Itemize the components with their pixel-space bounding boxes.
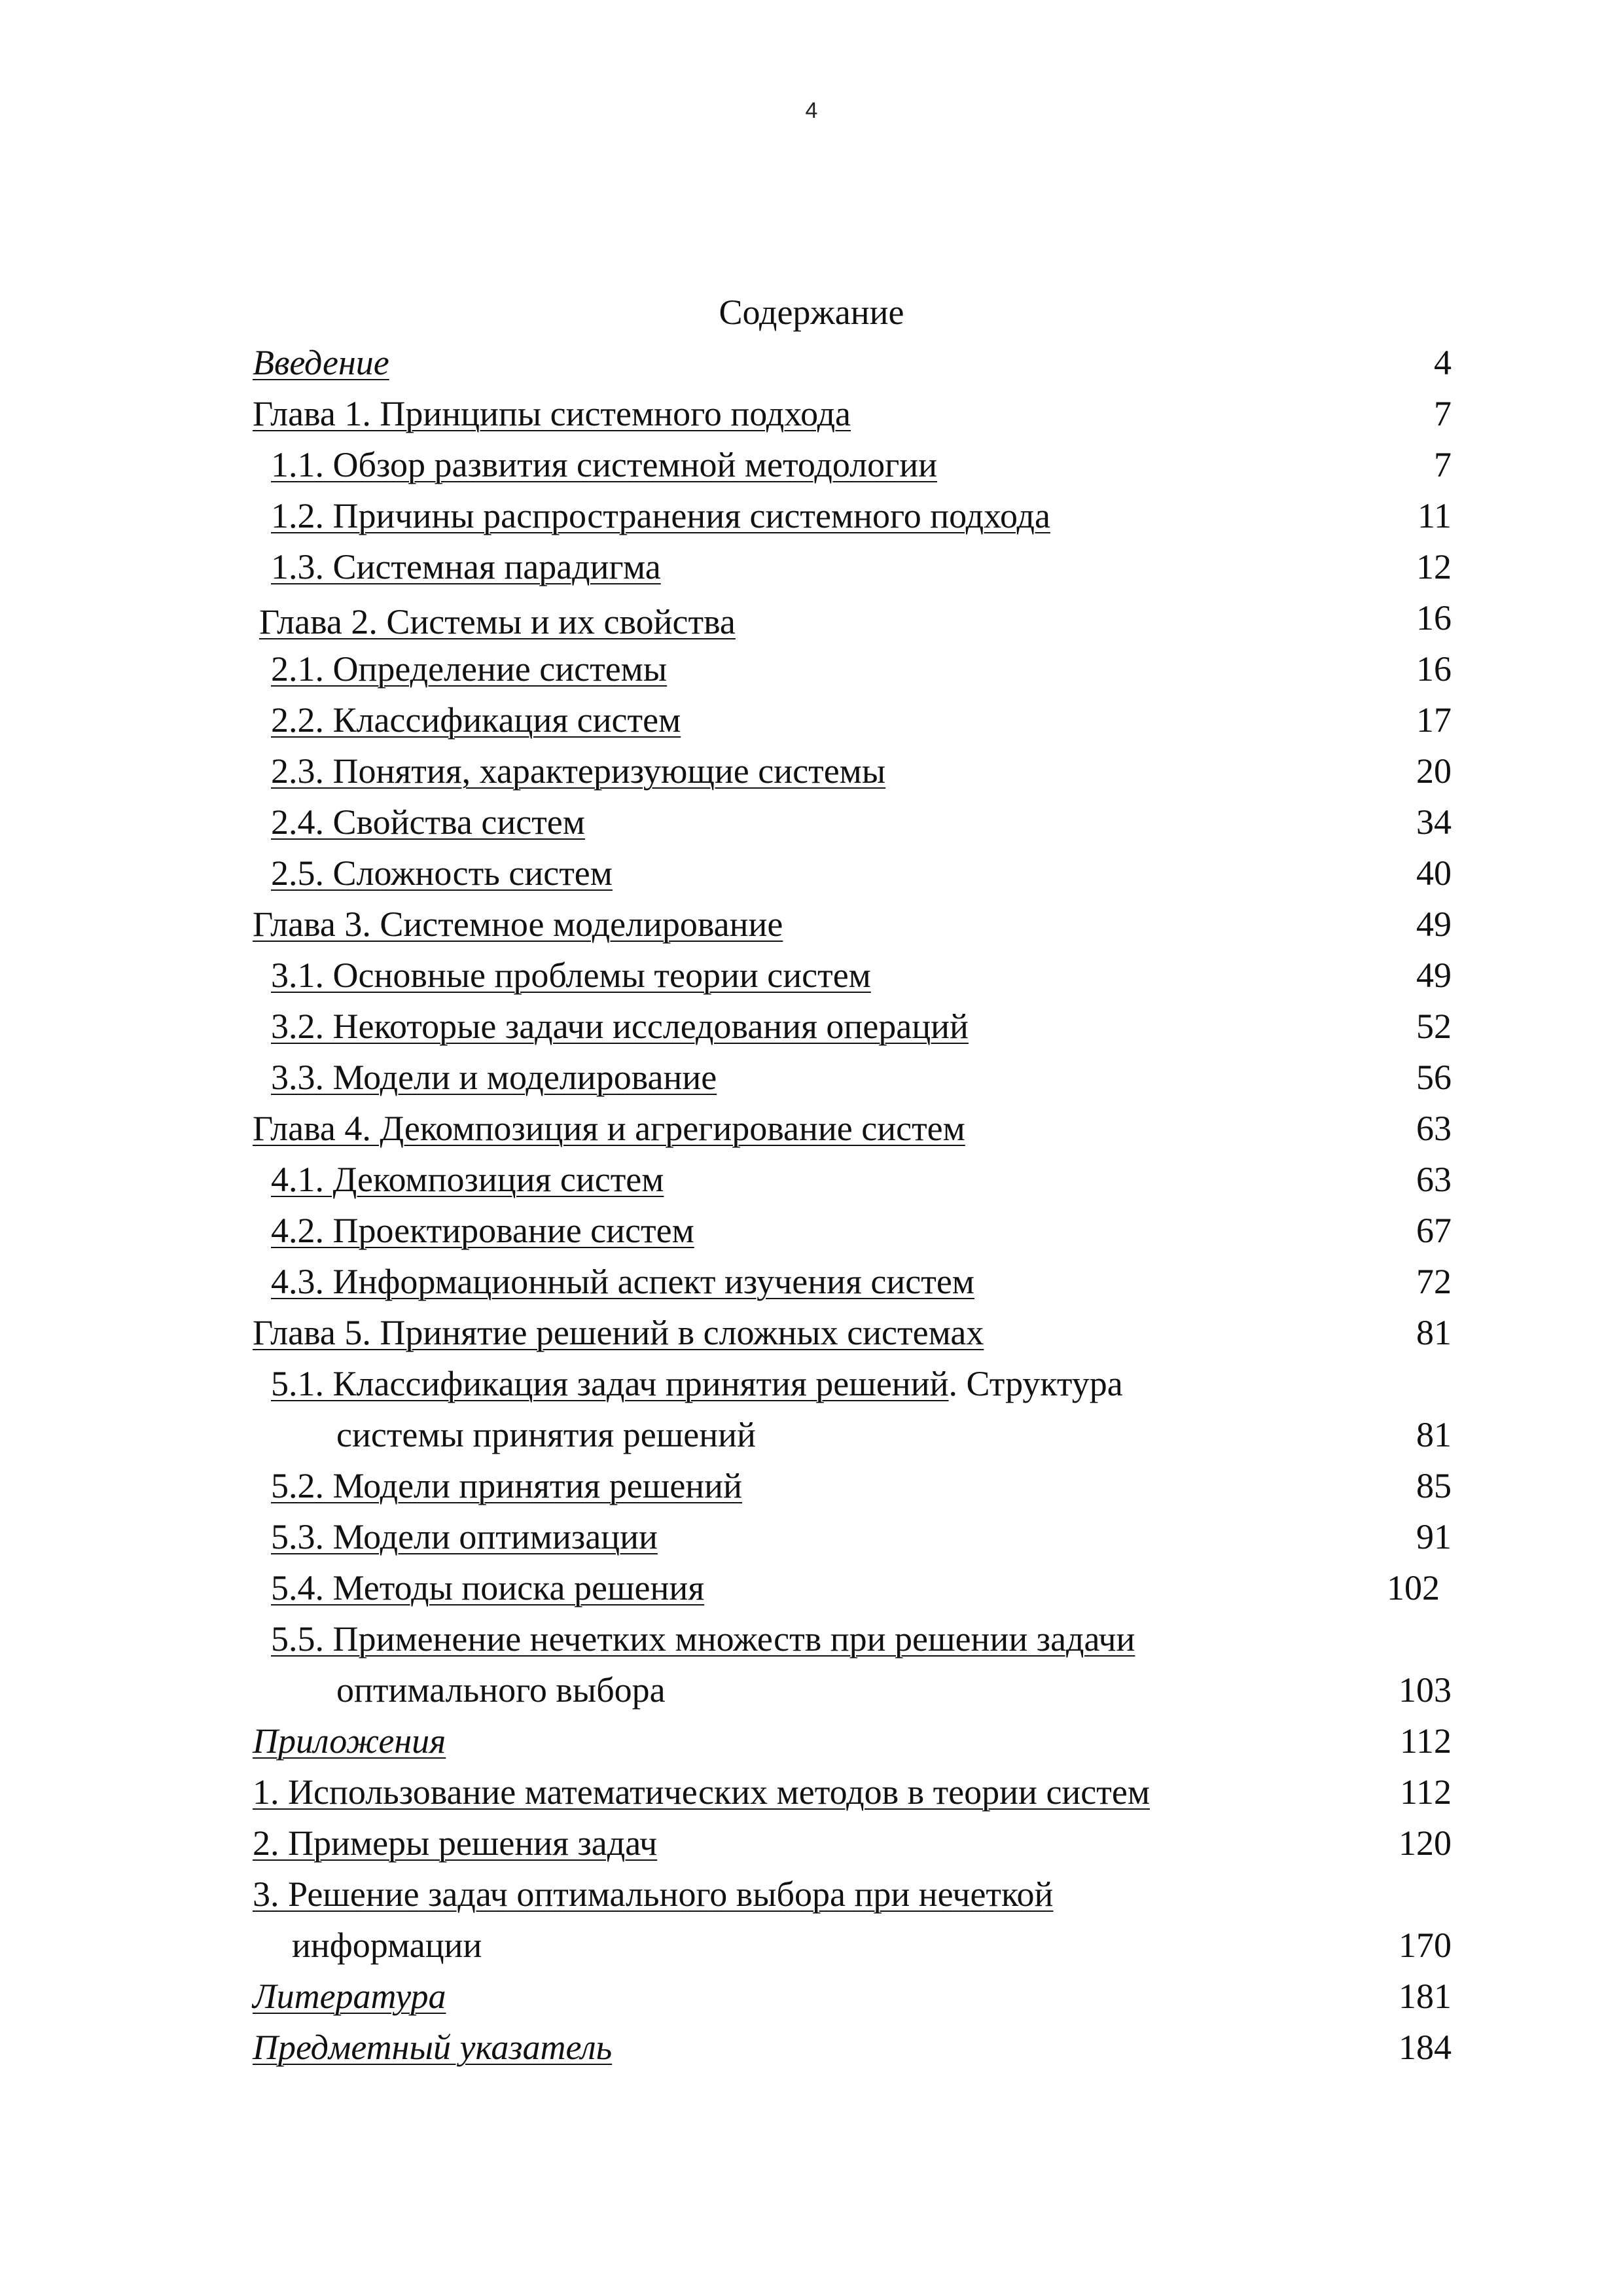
toc-entry-appendix-1[interactable] — [0, 1767, 1623, 1818]
toc-entry-title[interactable]: 4.3. Информационный аспект изучения систем — [271, 1262, 974, 1301]
toc-entry-appendices[interactable] — [0, 1715, 1623, 1767]
toc-entry-page: 85 — [1416, 1466, 1452, 1505]
toc-entry-section-5-5[interactable] — [0, 1613, 1623, 1715]
toc-entry-title[interactable]: 1. Использование математических методов в теории систем — [253, 1772, 1150, 1812]
toc-entry-title[interactable]: 2.3. Понятия, характеризующие системы — [271, 751, 886, 791]
toc-entry-page: 181 — [1399, 1977, 1452, 2016]
toc-entry-section-3-3[interactable] — [0, 1052, 1623, 1103]
toc-entry-section-5-4[interactable] — [0, 1562, 1623, 1613]
toc-entry-page: 56 — [1416, 1058, 1452, 1097]
toc-entry-page: 12 — [1416, 547, 1452, 586]
toc-entry-section-3-2[interactable] — [0, 1001, 1623, 1052]
toc-entry-title[interactable]: 3.3. Модели и моделирование — [271, 1058, 717, 1097]
toc-entry-title[interactable]: 5.2. Модели принятия решений — [271, 1466, 742, 1505]
toc-entry-page: 112 — [1400, 1772, 1452, 1812]
toc-entry-title[interactable]: 4.2. Проектирование систем — [271, 1211, 694, 1250]
toc-entry-page: 102 — [1387, 1568, 1440, 1607]
toc-entry-title[interactable]: Глава 3. Системное моделирование — [253, 905, 783, 944]
toc-entry-title[interactable]: 2.4. Свойства систем — [271, 802, 585, 842]
toc-entry-section-1-3[interactable] — [0, 541, 1623, 592]
toc-entry-page: 7 — [1434, 394, 1452, 433]
toc-entry-title[interactable]: Предметный указатель — [253, 2028, 613, 2067]
toc-entry-title-continuation: . Структура — [948, 1364, 1123, 1403]
toc-entry-section-4-2[interactable] — [0, 1205, 1623, 1256]
toc-entry-page: 63 — [1416, 1160, 1452, 1199]
toc-title: Содержание — [719, 293, 904, 332]
toc-entry-page: 34 — [1416, 802, 1452, 842]
toc-entry-title[interactable]: 5.4. Методы поиска решения — [271, 1568, 705, 1607]
toc-entry-title[interactable]: Глава 2. Системы и их свойства — [259, 602, 736, 641]
toc-entry-chapter-1[interactable] — [0, 388, 1623, 439]
toc-entry-page: 49 — [1416, 905, 1452, 944]
table-of-contents — [0, 337, 1623, 2073]
toc-entry-page: 16 — [1416, 649, 1452, 689]
toc-entry-page: 40 — [1416, 853, 1452, 893]
toc-entry-page: 20 — [1416, 751, 1452, 791]
toc-entry-literature[interactable] — [0, 1971, 1623, 2022]
toc-entry-section-1-1[interactable] — [0, 439, 1623, 490]
toc-entry-title[interactable]: 5.1. Классификация задач принятия решений — [271, 1364, 949, 1403]
toc-entry-title[interactable]: Приложения — [253, 1721, 446, 1761]
toc-entry-section-2-3[interactable] — [0, 745, 1623, 797]
toc-entry-section-2-4[interactable] — [0, 797, 1623, 848]
toc-entry-section-5-1[interactable] — [0, 1358, 1623, 1460]
toc-entry-page: 170 — [1399, 1926, 1452, 1965]
toc-entry-page: 52 — [1416, 1007, 1452, 1046]
toc-entry-page: 81 — [1416, 1415, 1452, 1454]
toc-entry-title[interactable]: 2.5. Сложность систем — [271, 853, 613, 893]
toc-entry-section-5-2[interactable] — [0, 1460, 1623, 1511]
toc-entry-title[interactable]: 3.2. Некоторые задачи исследования операций — [271, 1007, 969, 1046]
toc-entry-page: 16 — [1416, 598, 1452, 637]
toc-entry-introduction[interactable] — [0, 337, 1623, 388]
toc-entry-title[interactable]: 3. Решение задач оптимального выбора при нечеткой — [253, 1874, 1054, 1914]
toc-entry-title[interactable]: 2.1. Определение системы — [271, 649, 668, 689]
toc-entry-page: 7 — [1434, 445, 1452, 484]
toc-entry-title[interactable]: 1.2. Причины распространения системного подхода — [271, 496, 1050, 535]
toc-entry-page: 184 — [1399, 2028, 1452, 2067]
toc-entry-section-4-1[interactable] — [0, 1154, 1623, 1205]
toc-entry-title[interactable]: Литература — [253, 1977, 446, 2016]
toc-entry-title[interactable]: 5.5. Применение нечетких множеств при решении задачи — [271, 1619, 1135, 1659]
toc-entry-page: 63 — [1416, 1109, 1452, 1148]
toc-entry-chapter-2[interactable] — [0, 592, 1623, 643]
toc-entry-title[interactable]: 2. Примеры решения задач — [253, 1823, 658, 1863]
toc-entry-section-5-3[interactable] — [0, 1511, 1623, 1562]
toc-entry-page: 4 — [1434, 343, 1452, 382]
toc-entry-page: 17 — [1416, 700, 1452, 740]
toc-entry-page: 120 — [1399, 1823, 1452, 1863]
toc-entry-section-2-2[interactable] — [0, 694, 1623, 745]
toc-entry-title[interactable]: 3.1. Основные проблемы теории систем — [271, 956, 871, 995]
toc-entry-title[interactable]: Глава 4. Декомпозиция и агрегирование систем — [253, 1109, 965, 1148]
toc-entry-page: 67 — [1416, 1211, 1452, 1250]
page-number: 4 — [805, 98, 818, 123]
toc-entry-title-line1 — [253, 1358, 1123, 1409]
toc-entry-title-line2: системы принятия решений — [336, 1415, 756, 1454]
toc-entry-appendix-2[interactable] — [0, 1818, 1623, 1869]
toc-entry-page: 103 — [1399, 1670, 1452, 1710]
toc-entry-page: 49 — [1416, 956, 1452, 995]
toc-entry-title-line2: информации — [292, 1926, 482, 1965]
toc-entry-section-1-2[interactable] — [0, 490, 1623, 541]
toc-entry-title[interactable]: Введение — [253, 343, 389, 382]
toc-entry-page: 11 — [1418, 496, 1452, 535]
toc-entry-page: 112 — [1400, 1721, 1452, 1761]
toc-entry-title[interactable]: 1.3. Системная парадигма — [271, 547, 661, 586]
toc-entry-chapter-4[interactable] — [0, 1103, 1623, 1154]
toc-entry-page: 72 — [1416, 1262, 1452, 1301]
toc-entry-section-2-5[interactable] — [0, 848, 1623, 899]
toc-entry-subject-index[interactable] — [0, 2022, 1623, 2073]
toc-entry-title[interactable]: Глава 1. Принципы системного подхода — [253, 394, 851, 433]
toc-entry-title-line2: оптимального выбора — [336, 1670, 666, 1710]
toc-entry-chapter-3[interactable] — [0, 899, 1623, 950]
toc-entry-title[interactable]: 5.3. Модели оптимизации — [271, 1517, 658, 1556]
toc-entry-appendix-3[interactable] — [0, 1869, 1623, 1971]
toc-entry-title[interactable]: 1.1. Обзор развития системной методологии — [271, 445, 938, 484]
toc-entry-section-2-1[interactable] — [0, 643, 1623, 694]
toc-entry-page: 91 — [1416, 1517, 1452, 1556]
toc-entry-title[interactable]: Глава 5. Принятие решений в сложных системах — [253, 1313, 984, 1352]
toc-entry-title[interactable]: 2.2. Классификация систем — [271, 700, 681, 740]
toc-entry-page: 81 — [1416, 1313, 1452, 1352]
toc-entry-chapter-5[interactable] — [0, 1307, 1623, 1358]
toc-entry-section-3-1[interactable] — [0, 950, 1623, 1001]
toc-entry-title[interactable]: 4.1. Декомпозиция систем — [271, 1160, 664, 1199]
toc-entry-section-4-3[interactable] — [0, 1256, 1623, 1307]
